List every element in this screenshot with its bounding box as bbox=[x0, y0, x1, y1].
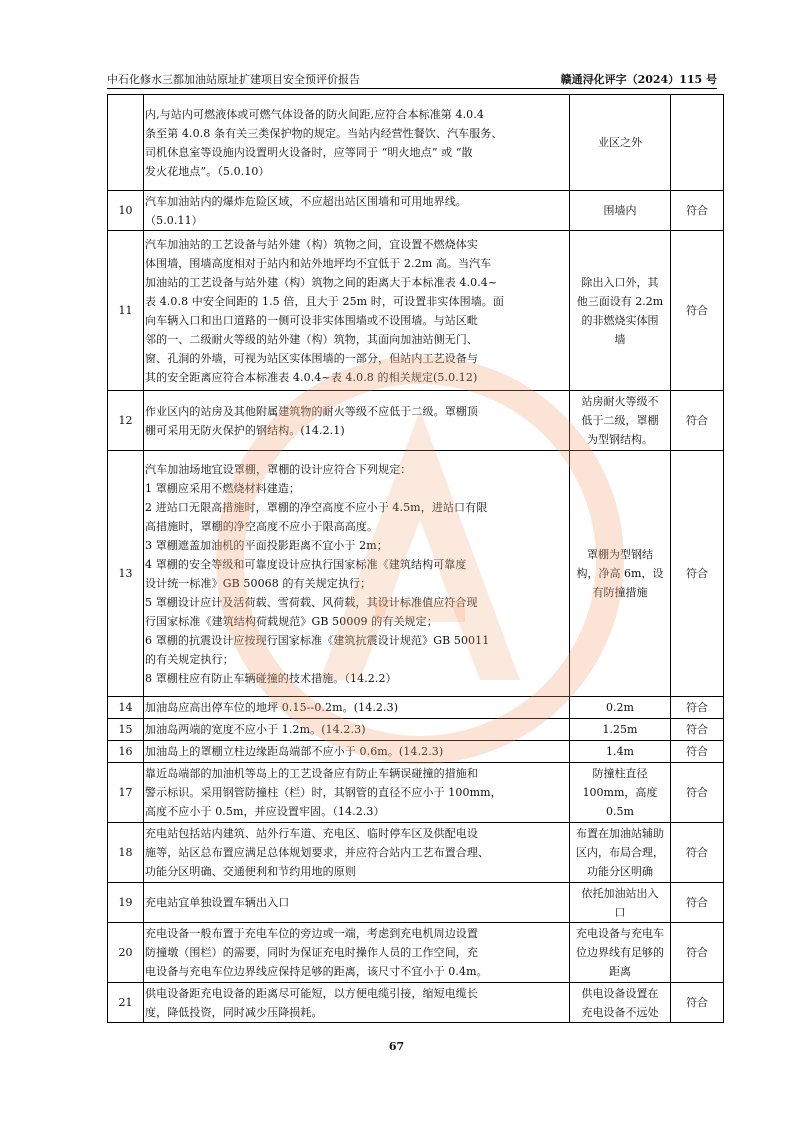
actual-situation-cell bbox=[570, 697, 671, 719]
requirement-cell bbox=[144, 719, 570, 741]
conformity-result: 符合 bbox=[671, 391, 724, 451]
situation-line: 区内，布局合理， bbox=[576, 846, 664, 859]
situation-line: 功能分区明确 bbox=[587, 865, 653, 878]
situation-line: 0.5m bbox=[606, 805, 634, 818]
situation-line: 0.2m bbox=[606, 701, 634, 714]
table-row bbox=[108, 741, 724, 763]
requirement-line: 加油岛应高出停车位的地坪 0.15--0.2m。(14.2.3) bbox=[145, 701, 399, 714]
table-row bbox=[108, 391, 724, 451]
requirement-line: 警示标识。采用钢管防撞柱（栏）时，其钢管的直径不应小于 100mm， bbox=[145, 786, 502, 799]
requirement-line: 条至第 4.0.8 条有关三类保护物的规定。当站内经营性餐饮、汽车服务、 bbox=[145, 126, 503, 140]
conformity-result: 符合 bbox=[671, 741, 724, 763]
requirement-line: 作业区内的站房及其他附属建筑物的耐火等级不应低于二级。罩棚顶 bbox=[145, 404, 478, 418]
situation-line: 站房耐火等级不 bbox=[581, 395, 659, 408]
situation-line: 除出入口外，其 bbox=[581, 275, 659, 289]
requirement-line: 邻的一、二级耐火等级的站外建（构）筑物，其面向加油站侧无门、 bbox=[145, 332, 478, 346]
situation-line: 有防撞措施 bbox=[592, 586, 648, 599]
situation-line: 充电设备与充电车 bbox=[576, 927, 664, 940]
conformity-result: 符合 bbox=[671, 823, 724, 883]
requirement-line: 充电设备一般布置于充电车位的旁边或一端，考虑到充电机周边设置 bbox=[145, 927, 478, 940]
requirement-cell bbox=[144, 923, 570, 983]
actual-situation-cell bbox=[570, 451, 671, 697]
table-row bbox=[108, 983, 724, 1023]
requirement-line: 设计统一标准》GB 50068 的有关规定执行； bbox=[145, 576, 372, 590]
situation-line: 构，净高 6m，设 bbox=[576, 567, 664, 580]
table-row bbox=[108, 191, 724, 231]
situation-line: 的非燃烧实体围 bbox=[581, 313, 659, 327]
requirement-cell bbox=[144, 391, 570, 451]
situation-line: 口 bbox=[614, 905, 626, 919]
actual-situation-cell bbox=[570, 191, 671, 231]
requirement-line: （5.0.11） bbox=[145, 213, 203, 227]
requirement-line: 6 罩棚的抗震设计应按现行国家标准《建筑抗震设计规范》GB 50011 bbox=[145, 633, 490, 647]
requirement-line: 5 罩棚设计应计及活荷载、雪荷载、风荷载，其设计标准值应符合现 bbox=[145, 595, 478, 609]
requirement-line: 汽车加油站内的爆炸危险区域，不应超出站区围墙和可用地界线。 bbox=[145, 194, 467, 208]
table-row bbox=[108, 763, 724, 823]
situation-line: 布置在加油站辅助 bbox=[576, 827, 664, 840]
requirement-cell bbox=[144, 883, 570, 923]
situation-line: 罩棚为型钢结 bbox=[587, 548, 653, 561]
actual-situation-cell bbox=[570, 923, 671, 983]
report-number: 赣通浔化评字（2024）115 号 bbox=[560, 73, 717, 86]
situation-line: 墙 bbox=[614, 332, 626, 346]
actual-situation-cell bbox=[570, 883, 671, 923]
requirement-cell bbox=[144, 231, 570, 391]
conformity-result: 符合 bbox=[671, 923, 724, 983]
row-number: 11 bbox=[108, 231, 144, 391]
requirement-line: 防撞墩（围栏）的需要，同时为保证充电时操作人员的工作空间，充 bbox=[145, 946, 478, 959]
row-number: 13 bbox=[108, 451, 144, 697]
situation-line: 防撞柱直径 bbox=[592, 767, 648, 780]
situation-line: 100mm，高度 bbox=[582, 786, 658, 799]
requirement-line: 加油站的工艺设备与站外建（构）筑物之间的距离大于本标准表 4.0.4~ bbox=[145, 275, 498, 289]
page-number: 67 bbox=[388, 1040, 405, 1053]
requirement-cell bbox=[144, 451, 570, 697]
row-number bbox=[108, 95, 144, 191]
table-row bbox=[108, 883, 724, 923]
table-row bbox=[108, 823, 724, 883]
situation-line: 充电设备不远处 bbox=[581, 1005, 659, 1019]
report-title: 中石化修水三都加油站原址扩建项目安全预评价报告 bbox=[107, 73, 360, 86]
situation-line: 1.4m bbox=[606, 745, 634, 758]
requirement-line: 表 4.0.8 中安全间距的 1.5 倍，且大于 25m 时，可设置非实体围墙。面 bbox=[145, 294, 504, 308]
requirement-line: 4 罩棚的安全等级和可靠度设计应执行国家标准《建筑结构可靠度 bbox=[145, 557, 467, 571]
requirement-line: 内,与站内可燃液体或可燃气体设备的防火间距,应符合本标准第 4.0.4 bbox=[145, 107, 484, 121]
requirement-line: 行国家标准《建筑结构荷载规范》GB 50009 的有关规定； bbox=[145, 614, 438, 628]
row-number: 19 bbox=[108, 883, 144, 923]
requirement-line: 充电站包括站内建筑、站外行车道、充电区、临时停车区及供配电设 bbox=[145, 827, 478, 840]
situation-line: 依托加油站出入 bbox=[581, 886, 659, 900]
requirement-line: 窗、孔洞的外墙，可视为站区实体围墙的一部分，但站内工艺设备与 bbox=[145, 351, 478, 365]
conformity-result: 符合 bbox=[671, 763, 724, 823]
conformity-result: 符合 bbox=[671, 983, 724, 1023]
row-number: 20 bbox=[108, 923, 144, 983]
requirement-line: 体围墙，围墙高度相对于站内和站外地坪均不宜低于 2.2m 高。当汽车 bbox=[145, 256, 492, 270]
requirement-line: 棚可采用无防火保护的钢结构。(14.2.1) bbox=[145, 423, 345, 437]
requirement-line: 充电站宜单独设置车辆出入口 bbox=[145, 896, 290, 909]
requirement-cell bbox=[144, 95, 570, 191]
conformity-result: 符合 bbox=[671, 191, 724, 231]
requirement-line: 向车辆入口和出口道路的一侧可设非实体围墙或不设围墙。与站区毗 bbox=[145, 313, 478, 327]
requirement-cell bbox=[144, 763, 570, 823]
requirement-line: 加油岛两端的宽度不应小于 1.2m。(14.2.3) bbox=[145, 723, 366, 736]
requirement-line: 2 进站口无限高措施时，罩棚的净空高度不应小于 4.5m，进站口有限 bbox=[145, 500, 488, 514]
actual-situation-cell bbox=[570, 763, 671, 823]
requirement-line: 8 罩棚柱应有防止车辆碰撞的技术措施。（14.2.2） bbox=[145, 671, 397, 685]
requirement-line: 汽车加油场地宜设罩棚，罩棚的设计应符合下列规定： bbox=[145, 462, 412, 476]
row-number: 14 bbox=[108, 697, 144, 719]
requirement-line: 高度不应小于 0.5m，并应设置牢固。（14.2.3） bbox=[145, 805, 385, 818]
situation-line: 低于二级，罩棚 bbox=[581, 414, 659, 427]
conformity-result: 符合 bbox=[671, 451, 724, 697]
requirement-line: 高措施时，罩棚的净空高度不应小于限高高度。 bbox=[145, 519, 379, 533]
situation-line: 围墙内 bbox=[603, 204, 637, 217]
requirement-line: 施等，站区总布置应满足总体规划要求，并应符合站内工艺布置合理、 bbox=[145, 846, 490, 859]
conformity-result: 符合 bbox=[671, 697, 724, 719]
actual-situation-cell bbox=[570, 719, 671, 741]
table-row bbox=[108, 231, 724, 391]
requirement-line: 汽车加油站的工艺设备与站外建（构）筑物之间，宜设置不燃烧体实 bbox=[145, 237, 478, 251]
requirement-cell bbox=[144, 983, 570, 1023]
situation-line: 距离 bbox=[609, 965, 631, 978]
requirement-line: 其的安全距离应符合本标准表 4.0.4~表 4.0.8 的相关规定(5.0.12) bbox=[145, 370, 478, 384]
table-row bbox=[108, 719, 724, 741]
page-header bbox=[107, 70, 717, 89]
conformity-result: 符合 bbox=[671, 719, 724, 741]
actual-situation-cell bbox=[570, 741, 671, 763]
requirement-line: 3 罩棚遮盖加油机的平面投影距离不宜小于 2m； bbox=[145, 538, 388, 552]
table-row bbox=[108, 697, 724, 719]
conformity-result bbox=[671, 95, 724, 191]
requirement-line: 加油岛上的罩棚立柱边缘距岛端部不应小于 0.6m。(14.2.3) bbox=[145, 745, 444, 758]
actual-situation-cell bbox=[570, 95, 671, 191]
evaluation-table bbox=[107, 94, 724, 1023]
conformity-result: 符合 bbox=[671, 883, 724, 923]
situation-line: 业区之外 bbox=[598, 136, 642, 149]
table-row bbox=[108, 451, 724, 697]
conformity-result: 符合 bbox=[671, 231, 724, 391]
requirement-cell bbox=[144, 191, 570, 231]
table-row bbox=[108, 95, 724, 191]
actual-situation-cell bbox=[570, 231, 671, 391]
actual-situation-cell bbox=[570, 983, 671, 1023]
actual-situation-cell bbox=[570, 823, 671, 883]
situation-line: 供电设备设置在 bbox=[581, 986, 659, 1000]
requirement-line: 1 罩棚应采用不燃烧材料建造； bbox=[145, 481, 300, 495]
row-number: 18 bbox=[108, 823, 144, 883]
requirement-line: 发火花地点”。（5.0.10） bbox=[145, 164, 270, 178]
situation-line: 1.25m bbox=[602, 723, 638, 736]
requirement-line: 供电设备距充电设备的距离尽可能短，以方便电缆引接，缩短电缆长 bbox=[145, 986, 478, 1000]
requirement-line: 靠近岛端部的加油机等岛上的工艺设备应有防止车辆误碰撞的措施和 bbox=[145, 767, 478, 780]
row-number: 10 bbox=[108, 191, 144, 231]
requirement-line: 的有关规定执行； bbox=[145, 652, 234, 666]
table-row bbox=[108, 923, 724, 983]
situation-line: 为型钢结构。 bbox=[587, 433, 653, 446]
row-number: 17 bbox=[108, 763, 144, 823]
situation-line: 他三面设有 2.2m bbox=[576, 294, 664, 308]
row-number: 12 bbox=[108, 391, 144, 451]
requirement-cell bbox=[144, 741, 570, 763]
requirement-line: 度，降低投资，同时减少压降损耗。 bbox=[145, 1005, 323, 1019]
requirement-cell bbox=[144, 697, 570, 719]
row-number: 21 bbox=[108, 983, 144, 1023]
row-number: 15 bbox=[108, 719, 144, 741]
requirement-line: 司机休息室等设施内设置明火设备时，应等同于 “明火地点” 或 “散 bbox=[145, 145, 473, 159]
requirement-cell bbox=[144, 823, 570, 883]
actual-situation-cell bbox=[570, 391, 671, 451]
situation-line: 位边界线有足够的 bbox=[576, 946, 664, 959]
requirement-line: 电设备与充电车位边界线应保持足够的距离，该尺寸不宜小于 0.4m。 bbox=[145, 965, 488, 978]
row-number: 16 bbox=[108, 741, 144, 763]
requirement-line: 功能分区明确、交通便利和节约用地的原则 bbox=[145, 865, 356, 878]
